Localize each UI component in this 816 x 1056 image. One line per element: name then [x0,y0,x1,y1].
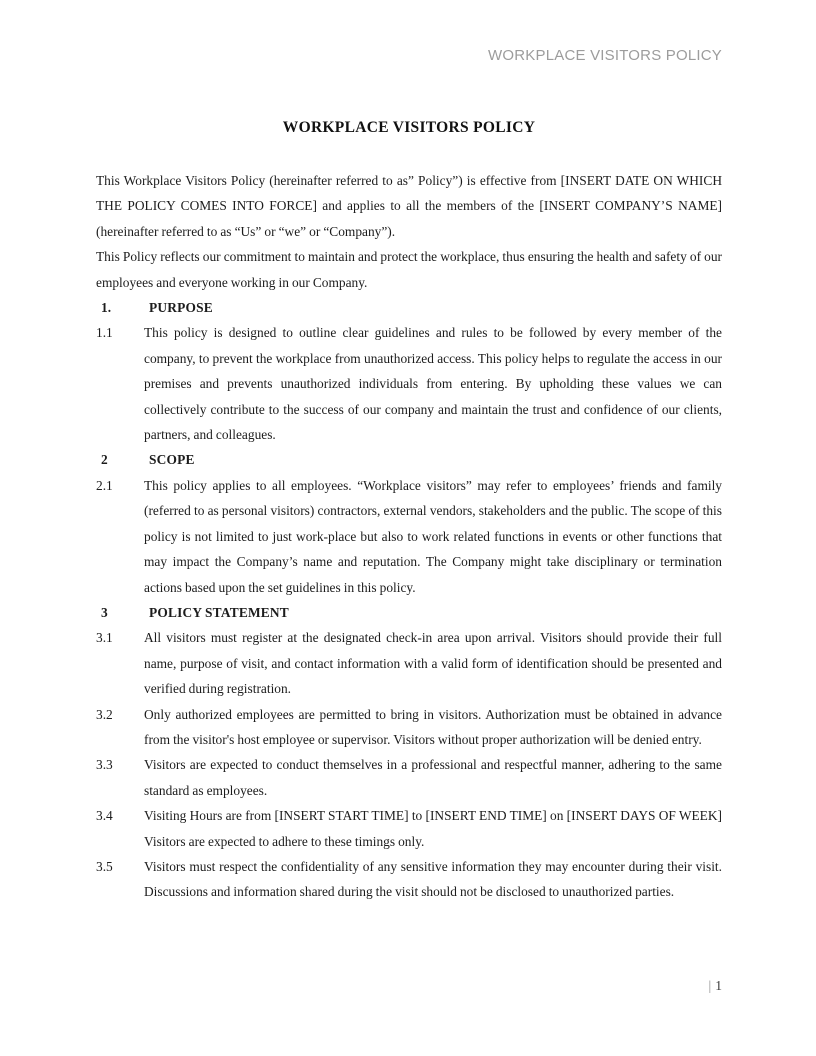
clause-text: Only authorized employees are permitted to bring in visitors. Authorization must be obtained in advance from the visitor's host employee or supervisor. Visitors without proper authorization will be denied entry. [144,706,722,747]
clause-row-3-3 [96,752,722,803]
clause-number: 2.1 [96,477,113,493]
clause-number: 3.5 [96,858,113,874]
clause-text: All visitors must register at the designated check-in area upon arrival. Visitors should provide their full name, purpose of visit, and contact information with a valid form of identification should be presented and verified during registration. [144,630,722,697]
clause-row-3-4 [96,803,722,854]
page-number: 1 [715,978,722,993]
clause-number: 3.1 [96,630,113,646]
running-header-text: WORKPLACE VISITORS POLICY [488,47,722,64]
clause-number: 3.3 [96,757,113,773]
section-heading-text: SCOPE [149,452,195,468]
clause-text: Visitors must respect the confidentiality of any sensitive information they may encounter during their visit. Discussions and information shared during the visit should not be disclosed to unauthorized parties. [144,858,722,900]
clause-number: 3.2 [96,706,113,722]
clause-number: 1.1 [96,325,113,341]
clause-text: Visiting Hours are from [INSERT START TIME] to [INSERT END TIME] on [INSERT DAYS OF WEEK] Visitors are expected to adhere to these timings only. [144,808,722,849]
clause-row-3-5 [96,854,722,905]
clause-row-2-1 [96,473,722,600]
intro-paragraph-2: This Policy reflects our commitment to maintain and protect the workplace, thus ensuring the health and safety of our employees and everyone working in our Company. [96,249,722,290]
document-body [96,168,722,905]
section-number: 2 [101,452,108,468]
section-number: 3 [101,604,108,620]
clause-number: 3.4 [96,808,113,824]
document-title: WORKPLACE VISITORS POLICY [282,119,536,136]
footer-separator: | [708,978,712,993]
page-footer [709,978,722,994]
section-heading-scope [96,447,722,472]
clause-row-3-1 [96,625,722,701]
section-heading-purpose [96,295,722,320]
intro-paragraph-1: This Workplace Visitors Policy (hereinafter referred to as” Policy”) is effective from [INSERT DATE ON WHICH THE POLICY COMES INTO FORCE] and applies to all the members of the [INSERT COMPANY’S NAME] (hereinafter referred to as “Us” or “we” or “Company”). [96,173,722,239]
clause-text: This policy applies to all employees. “Workplace visitors” may refer to employees’ friends and family (referred to as personal visitors) contractors, external vendors, stakeholders and the public. The scope of this policy is not limited to just work-place but also to work related functions in events or other functions that may impact the Company’s name and reputation. The Company might take disciplinary or termination actions based upon the set guidelines in this policy. [144,477,722,595]
clause-row-3-2 [96,702,722,753]
section-heading-text: POLICY STATEMENT [149,604,289,620]
section-heading-text: PURPOSE [149,300,213,316]
clause-text: This policy is designed to outline clear guidelines and rules to be followed by every member of the company, to prevent the workplace from unauthorized access. This policy helps to regulate the access in our premises and prevents unauthorized individuals from entering. By upholding these values we can collectively contribute to the success of our company and maintain the trust and confidence of our clients, partners, and colleagues. [144,325,722,443]
clause-text: Visitors are expected to conduct themselves in a professional and respectful manner, adhering to the same standard as employees. [144,757,722,798]
clause-row-1-1 [96,320,722,447]
section-number: 1. [101,300,112,316]
running-header [96,47,722,64]
section-heading-policy-statement [96,600,722,625]
